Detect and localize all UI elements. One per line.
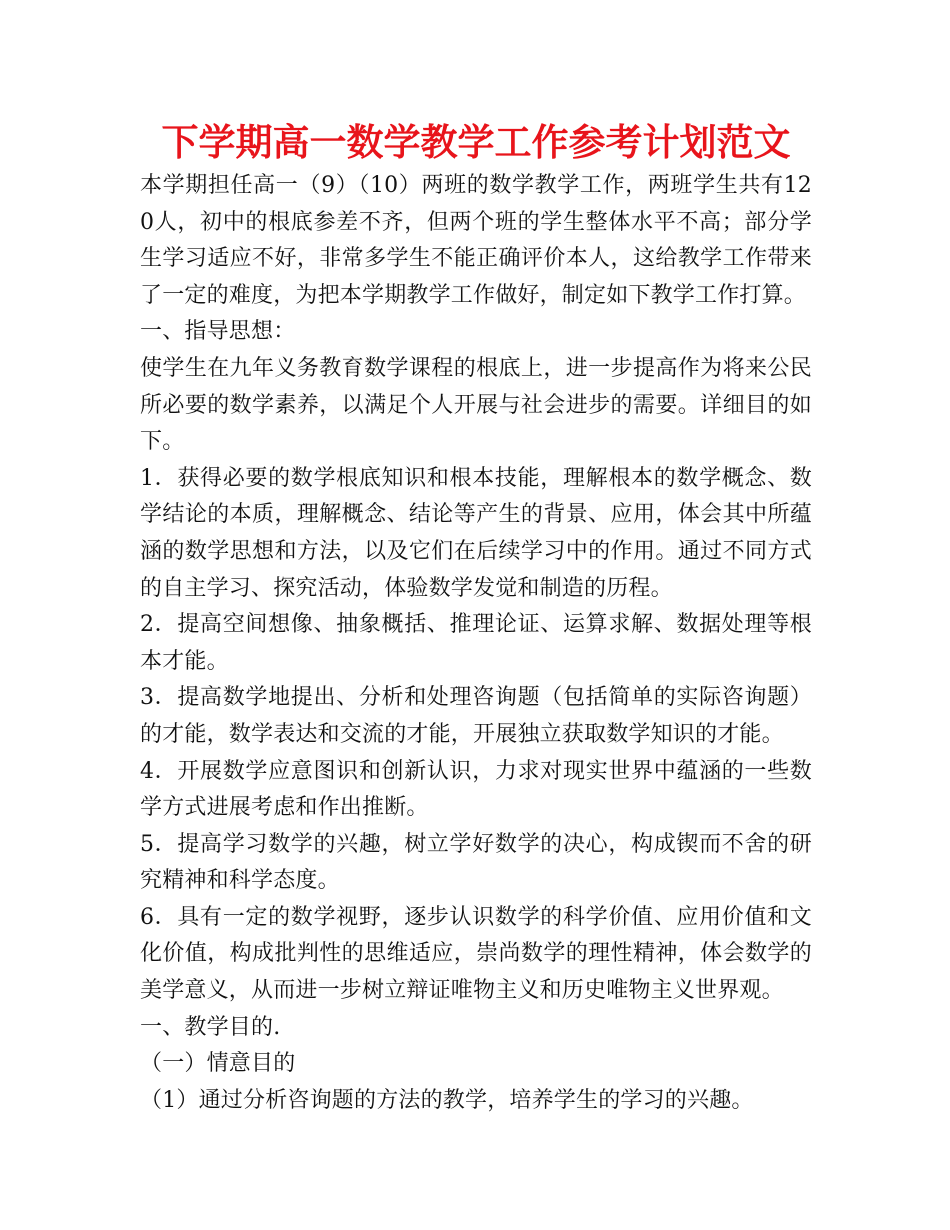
list-item-goal-4: 4．开展数学应意图识和创新认识，力求对现实世界中蕴涵的一些数学方式进展考虑和作出推断。 bbox=[140, 758, 812, 821]
heading-teaching-objectives: 一、教学目的. bbox=[140, 1014, 281, 1040]
subheading-affective-objectives: （一）情意目的 bbox=[140, 1051, 296, 1077]
document-body bbox=[140, 168, 812, 1119]
paragraph-guiding-thought: 使学生在九年义务教育数学课程的根底上，进一步提高作为将来公民所必要的数学素养，以满足个人开展与社会进步的需要。详细目的如下。 bbox=[140, 355, 812, 455]
list-item-goal-2: 2．提高空间想像、抽象概括、推理论证、运算求解、数据处理等根本才能。 bbox=[140, 612, 812, 674]
document-page bbox=[140, 118, 812, 1119]
list-item-goal-6: 6．具有一定的数学视野，逐步认识数学的科学价值、应用价值和文化价值，构成批判性的思维适应，崇尚数学的理性精神，体会数学的美学意义，从而进一步树立辩证唯物主义和历史唯物主义世界观。 bbox=[140, 904, 812, 1004]
paragraph-intro: 本学期担任高一（9）（10）两班的数学教学工作，两班学生共有120人，初中的根底参差不齐，但两个班的学生整体水平不高；部分学生学习适应不好，非常多学生不能正确评价本人，这给教学工作带来了一定的难度，为把本学期教学工作做好，制定如下教学工作打算。 bbox=[140, 173, 812, 308]
list-item-goal-1: 1．获得必要的数学根底知识和根本技能，理解根本的数学概念、数学结论的本质，理解概念、结论等产生的背景、应用，体会其中所蕴涵的数学思想和方法，以及它们在后续学习中的作用。通过不同方式的自主学习、探究活动，体验数学发觉和制造的历程。 bbox=[140, 465, 812, 601]
list-item-affective-1: （1）通过分析咨询题的方法的教学，培养学生的学习的兴趣。 bbox=[140, 1087, 754, 1113]
list-item-goal-5: 5．提高学习数学的兴趣，树立学好数学的决心，构成锲而不舍的研究精神和科学态度。 bbox=[140, 831, 812, 894]
list-item-goal-3: 3．提高数学地提出、分析和处理咨询题（包括简单的实际咨询题）的才能，数学表达和交流的才能，开展独立获取数学知识的才能。 bbox=[140, 685, 812, 747]
heading-guiding-thought: 一、指导思想： bbox=[140, 319, 296, 345]
document-title: 下学期高一数学教学工作参考计划范文 bbox=[161, 121, 791, 164]
